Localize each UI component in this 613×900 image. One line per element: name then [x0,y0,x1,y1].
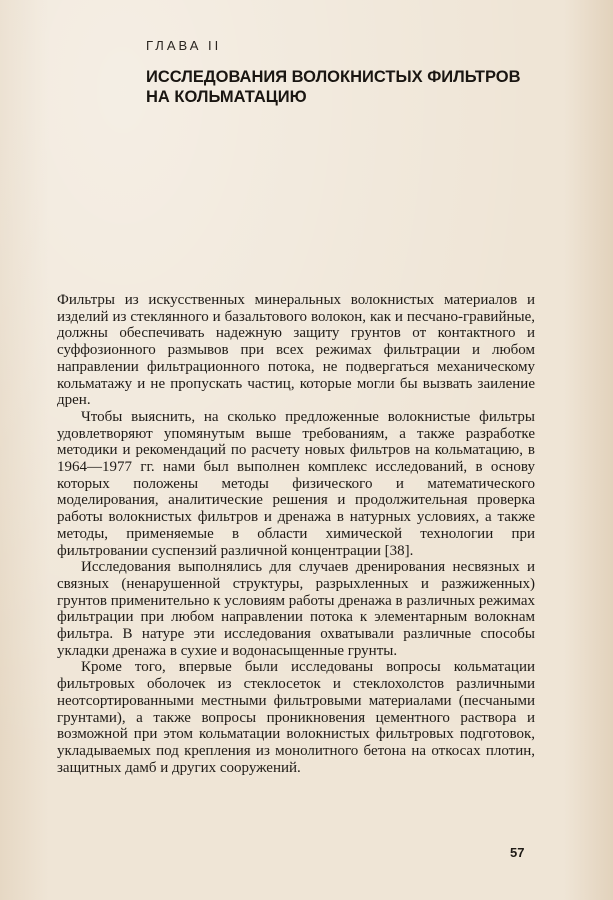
paragraph-4: Кроме того, впервые были исследованы вопросы кольматации фильтровых оболочек из стеклосеток и стеклохолстов различными неотсортированными местными фильтровыми материалами (песчаными грунтами), а также вопросы проникновения цементного раствора и возможной при этом кольматации волокнистых фильтровых подготовок, укладываемых под крепления из монолитного бетона на откосах плотин, защитных дамб и других сооружений. [57,659,535,776]
paragraph-2: Чтобы выяснить, на сколько предложенные волокнистые фильтры удовлетворяют упомянутым выше требованиям, а также разработке методики и рекомендаций по расчету новых фильтров на кольматацию, в 1964—1977 гг. нами был выполнен комплекс исследований, в основу которых положены методы физического и математического моделирования, аналитические решения и продолжительная проверка работы волокнистых фильтров и дренажа в натурных условиях, а также методы, применяемые в области химической технологии при фильтровании суспензий различной концентрации [38]. [57,408,535,559]
paragraph-1: Фильтры из искусственных минеральных волокнистых материалов и изделий из стеклянного и базальтового волокон, как и песчано-гравийные, должны обеспечивать надежную защиту грунтов от контактного и суффозионного размывов при всех режимах фильтрации и любом направлении фильтрационного потока, не подвергаться механическому кольматажу и не пропускать частиц, которые могли бы вызвать заиление дрен. [57,292,535,409]
paragraph-3: Исследования выполнялись для случаев дренирования несвязных и связных (ненарушенной структуры, разрыхленных и разжиженных) грунтов применительно к условиям работы дренажа в различных режимах фильтрации при любом направлении потока к элементарным волокнам фильтра. В натуре эти исследования охватывали различные способы укладки дренажа в сухие и водонасыщенные грунты. [57,559,535,659]
chapter-label: ГЛАВА II [146,38,222,53]
chapter-title: ИССЛЕДОВАНИЯ ВОЛОКНИСТЫХ ФИЛЬТРОВ НА КОЛЬМАТАЦИЮ [146,68,521,106]
page-number: 57 [510,845,525,860]
body-text [57,292,535,776]
